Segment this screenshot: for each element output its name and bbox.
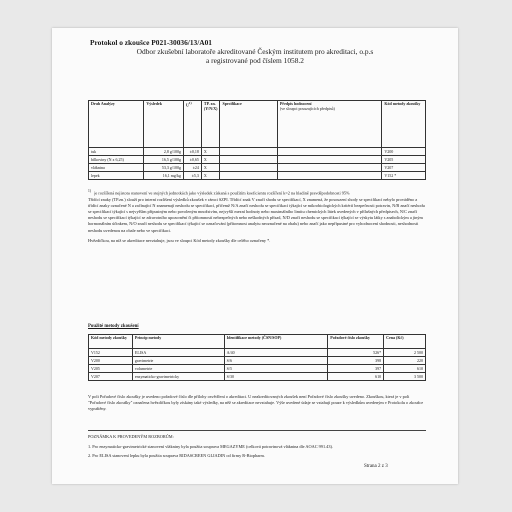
lab-line-2: a registrované pod číslem 1058.2 — [206, 56, 304, 66]
col-method-principle: Princip metody — [132, 335, 224, 349]
col-specifikace: Specifikace — [220, 101, 277, 148]
col-method-id: Identifikace metody (ČSN/SOP) — [224, 335, 328, 349]
methods-header-row — [89, 335, 426, 349]
explanation-text — [88, 188, 426, 244]
col-tp: TP. zn. (Y/N/X) — [201, 101, 220, 148]
methods-table — [88, 334, 426, 381]
lab-line-1: Odbor zkušební laboratoře akreditované Českým institutem pro akreditaci, o.p.s — [136, 47, 374, 57]
col-vysledek: Výsledek — [144, 101, 184, 148]
col-order-number: Pořadové číslo zkoušky — [328, 335, 384, 349]
methods-section-title: Použité metody zkoušení — [88, 324, 139, 329]
table-row: vláknina 53,3 g/100g ±24 X V207 — [89, 164, 426, 172]
results-header-row — [89, 101, 426, 148]
col-druh: Druh Analýzy — [89, 101, 144, 148]
col-method-code: Kód metody zkoušky — [89, 335, 133, 349]
divider — [88, 430, 426, 431]
table-row: V200 gravimetrie S/6 398 220 — [89, 357, 426, 365]
col-kod: Kód metody zkoušky — [382, 101, 426, 148]
sorting-marks-note: Třídící znaky (TP.zn.) slouží pro interní rozlišení výsledků zkoušek v rámci SZPI. Třídící znak V značí shodu se specifikací, X znamená, že posouzení shody se specifikací nebylo prováděno a třídící znaky označené N a začínající N znamenají neshodu se specifikací, přičemž N/A značí neshodu se specifikací týkající se mikrobiologických kritérií bezpečnosti potravin, N/B značí neshodu se specifikací týkající s nejvyšším přípustným nebo povoleným množstvím, nejvyšší mezní hodnoty nebo maximálního limitu chemických látek uvedených v přílušných předpisech, N/C značí neshodu se specifikací týkající se zdravotního upozornění či přítomností nebezpečných nebo neškodných přísad, N/D značí neshodu se specifikací týkající se výskytu látky s anabolickým a jiným hormonálním účinkem, N/O značí neshodu se specifikací týkající se označování (přítomnost analytu neoznačené na obalu) nebo značí jako nepřípustné pro vyhodnocení shodnosti, neshodnosti neshodu uvedenou na obale nebo ve specifikaci. — [88, 196, 425, 233]
uncertainty-note: $^{1)}$ je rozšířená nejistota stanovení ve stejných jednotkách jako výsledek získaná s použitím koeficientu rozšíření k=2 na hladině pravděpodobnosti 95% — [88, 189, 350, 196]
note-item: 1. Pro enzymaticko-gravimetrické stanovení vlákniny byla použita souprava MEGAZYME (celková potravinová vláknina dle AOAC 991.43). — [88, 444, 333, 450]
protocol-title: Protokol o zkoušce P021-30036/13/A01 — [90, 38, 213, 47]
accreditation-note: Hvězdičkou, na níž se akreditace nevztahuje, jsou ve sloupci Kód metody zkoušky dle celého označeny *. — [88, 237, 271, 243]
notes-title: POZNÁMKA K PROVEDENÝM ROZBORŮM: — [88, 434, 174, 439]
page-number: Strana 2 z 3 — [364, 464, 388, 469]
col-price: Cena (Kč) — [384, 335, 426, 349]
table-row: tuk 2,8 g/100g ±0,18 X V200 — [89, 148, 426, 156]
table-row: V152 ELISA A/40 526* 2 500 — [89, 349, 426, 357]
document-header — [90, 38, 420, 66]
results-table — [88, 100, 426, 180]
note-item: 2. Pro ELISA stanovení lepku byla použita souprava RIDASCREEN GLIADIN od firmy R-Biopharm. — [88, 453, 265, 459]
table-row: lepek 16,1 mg/kg ±5,3 X V152 * — [89, 172, 426, 180]
order-number-note: V poli Pořadové číslo zkoušky je uvedeno pořadové číslo dle přílohy osvědčení o akreditaci. U neakreditovaných zkoušek není Pořadové číslo zkoušky uvedeno. Zkouškou, která je v poli "Pořadové číslo zkoušky" označena hvězdičkou byly získány také výsledky, na něž se akreditace nevztahuje. Výše uvedené údaje se vztahují pouze k výsledkům uvedeným v Protokolu o zkoušce vypuštěny. — [88, 394, 424, 412]
document-page — [52, 28, 458, 484]
table-row: V207 enzymaticko-gravimetricky S/30 610 3 500 — [89, 373, 426, 381]
table-row: V205 volumetrie S/5 397 610 — [89, 365, 426, 373]
col-predpis: Předpis hodnocení (ve sloupci posuzujících předpisů) — [277, 101, 382, 148]
col-u: $U^{1)}$ — [184, 101, 202, 148]
table-row: bílkoviny (N x 6,25) 16,5 g/100g ±0,65 X V205 — [89, 156, 426, 164]
analysis-notes — [88, 434, 426, 460]
